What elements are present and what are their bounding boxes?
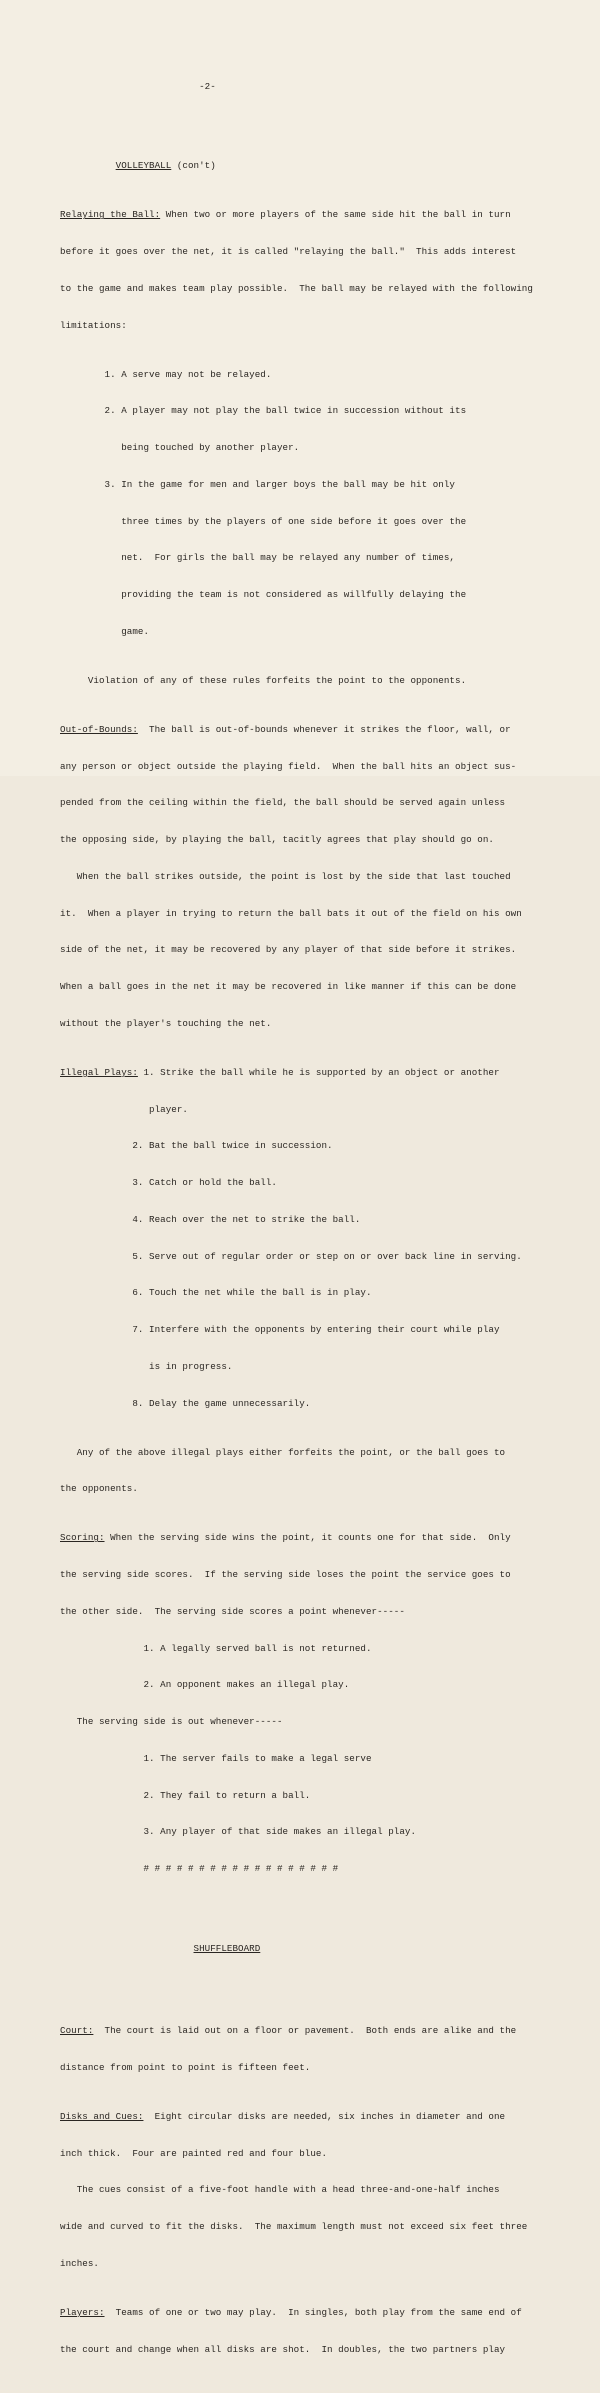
- limitation-item: 2. A player may not play the ball twice in succession without its: [60, 405, 467, 417]
- players-line-1: Players: Teams of one or two may play. In singles, both play from the same end of: [60, 2306, 522, 2318]
- volleyball-title-suffix: (con't): [171, 160, 216, 172]
- score-point-item: 2. An opponent makes an illegal play.: [60, 1679, 350, 1691]
- illegal-play-item: 3. Catch or hold the ball.: [60, 1177, 277, 1188]
- disks-line: inches.: [60, 2257, 99, 2269]
- limitation-item: 1. A serve may not be relayed.: [60, 368, 272, 380]
- illegal-plays-line-1: Illegal Plays: 1. Strike the ball while he is supported by an object or another: [60, 1066, 500, 1078]
- illegal-play-item: 7. Interfere with the opponents by entering their court while play: [60, 1324, 500, 1335]
- serving-out-line: The serving side is out whenever-----: [60, 1716, 283, 1727]
- disks-heading: Disks and Cues:: [60, 2110, 144, 2122]
- illegal-play-item: 8. Delay the game unnecessarily.: [60, 1397, 311, 1409]
- score-point-item: 1. A legally served ball is not returned.: [60, 1642, 372, 1654]
- out-of-bounds-line: When a ball goes in the net it may be recovered in like manner if this can be done: [60, 981, 517, 992]
- scoring-line: the other side. The serving side scores a point whenever-----: [60, 1605, 405, 1617]
- limitation-item: being touched by another player.: [60, 442, 300, 453]
- disks-line: The cues consist of a five-foot handle with a head three-and-one-half inches: [60, 2184, 500, 2196]
- disks-line-1: Disks and Cues: Eight circular disks are needed, six inches in diameter and one: [60, 2110, 506, 2122]
- out-of-bounds-line: pended from the ceiling within the field, the ball should be served again unless: [60, 797, 506, 809]
- typed-text-body: [60, 44, 590, 2393]
- players-line: the court and change when all disks are shot. In doubles, the two partners play: [60, 2343, 506, 2355]
- court-line: distance from point to point is fifteen feet.: [60, 2061, 311, 2073]
- illegal-play-item: 5. Serve out of regular order or step on or over back line in serving.: [60, 1250, 522, 1262]
- limitation-item: net. For girls the ball may be relayed any number of times,: [60, 552, 456, 564]
- limitation-item: providing the team is not considered as willfully delaying the: [60, 589, 467, 600]
- volleyball-title: VOLLEYBALL: [115, 160, 172, 172]
- illegal-play-item: 6. Touch the net while the ball is in play.: [60, 1287, 372, 1299]
- illegal-plays-heading: Illegal Plays:: [60, 1066, 138, 1078]
- section-title-shuffleboard: [60, 1943, 590, 1955]
- relaying-heading: Relaying the Ball:: [60, 209, 161, 221]
- shuffleboard-title: SHUFFLEBOARD: [193, 1942, 261, 1954]
- page-number: -2-: [199, 80, 216, 92]
- spacer: [60, 1912, 590, 1918]
- scoring-line: the serving side scores. If the serving side loses the point the service goes to: [60, 1569, 511, 1580]
- out-of-bounds-line: without the player's touching the net.: [60, 1017, 272, 1029]
- court-heading: Court:: [60, 2025, 94, 2036]
- out-point-item: 3. Any player of that side makes an illegal play.: [60, 1826, 417, 1838]
- illegal-play-item: 4. Reach over the net to strike the ball.: [60, 1213, 361, 1225]
- relaying-line-2: before it goes over the net, it is called "relaying the ball." This adds interest: [60, 246, 517, 257]
- out-of-bounds-heading: Out-of-Bounds:: [60, 723, 138, 735]
- out-of-bounds-line-1: Out-of-Bounds: The ball is out-of-bounds whenever it strikes the floor, wall, or: [60, 723, 511, 735]
- relaying-line-3: to the game and makes team play possible. The ball may be relayed with the following: [60, 282, 533, 294]
- limitation-item: game.: [60, 625, 150, 637]
- out-of-bounds-line: side of the net, it may be recovered by any player of that side before it strikes.: [60, 944, 517, 956]
- out-point-item: 2. They fail to return a ball.: [60, 1789, 311, 1801]
- section-separator: # # # # # # # # # # # # # # # # # #: [60, 1863, 339, 1874]
- scoring-heading: Scoring:: [60, 1532, 105, 1544]
- illegal-play-item: player.: [60, 1103, 188, 1115]
- illegal-play-item: is in progress.: [60, 1360, 233, 1372]
- limitation-item: 3. In the game for men and larger boys the ball may be hit only: [60, 478, 456, 490]
- disks-line: inch thick. Four are painted red and four blue.: [60, 2147, 328, 2159]
- disks-line: wide and curved to fit the disks. The maximum length must not exceed six feet three: [60, 2221, 528, 2232]
- players-heading: Players:: [60, 2306, 105, 2318]
- illegal-summary-line: the opponents.: [60, 1483, 138, 1495]
- out-of-bounds-line: it. When a player in trying to return the ball bats it out of the field on his own: [60, 907, 522, 919]
- spacer: [60, 118, 590, 124]
- out-of-bounds-line: any person or object outside the playing field. When the ball hits an object sus-: [60, 760, 517, 772]
- scoring-line-1: Scoring: When the serving side wins the point, it counts one for that side. Only: [60, 1532, 511, 1544]
- court-line-1: Court: The court is laid out on a floor or pavement. Both ends are alike and the: [60, 2025, 517, 2036]
- out-point-item: 1. The server fails to make a legal serve: [60, 1752, 372, 1764]
- out-of-bounds-line: the opposing side, by playing the ball, tacitly agrees that play should go on.: [60, 834, 494, 845]
- illegal-play-item: 2. Bat the ball twice in succession.: [60, 1140, 333, 1152]
- illegal-summary-line: Any of the above illegal plays either forfeits the point, or the ball goes to: [60, 1446, 506, 1458]
- relaying-line-4: limitations:: [60, 319, 127, 331]
- limitation-item: three times by the players of one side before it goes over the: [60, 515, 467, 527]
- violation-line: Violation of any of these rules forfeits the point to the opponents.: [60, 674, 467, 686]
- out-of-bounds-line: When the ball strikes outside, the point is lost by the side that last touched: [60, 870, 511, 882]
- section-title-volleyball: [60, 160, 590, 172]
- relaying-line-1: Relaying the Ball: When two or more players of the same side hit the ball in turn: [60, 209, 511, 221]
- spacer: [60, 1979, 590, 1988]
